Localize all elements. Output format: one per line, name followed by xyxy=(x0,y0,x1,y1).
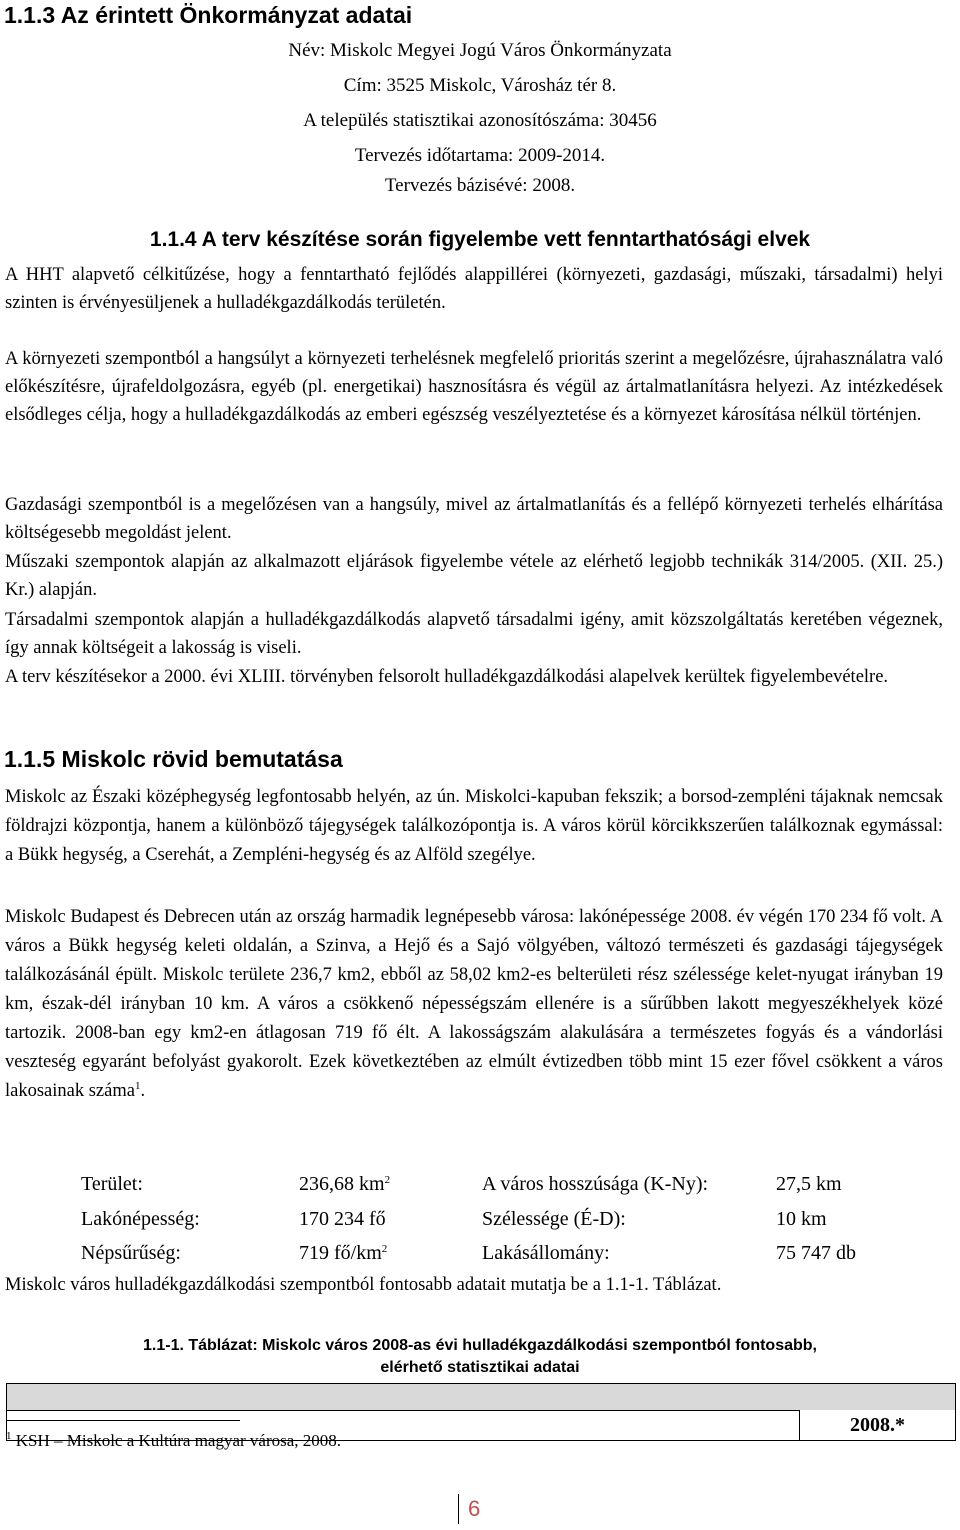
paragraph-miskolc-location: Miskolc az Északi középhegység legfontosabb helyén, az ún. Miskolci-kapuban fekszik; a borsod-zempléni tájaknak nemcsak földrajzi központja, hanem a különböző tájegységek találkozópontja is. A város körül körcikkszerűen találkoznak egymással: a Bükk hegység, a Cserehát, a Zempléni-hegység és az Alföld szegélye. xyxy=(5,787,943,865)
population-label: Lakónépesség: xyxy=(81,1208,200,1230)
table-year-header: 2008.* xyxy=(799,1410,955,1440)
density-unit-sup: 2 xyxy=(381,1243,388,1255)
width-value: 10 km xyxy=(776,1208,827,1230)
paragraph-table-intro: Miskolc város hulladékgazdálkodási szempontból fontosabb adatait mutatja be a 1.1-1. Táblázat. xyxy=(5,1275,722,1295)
paragraph-social: Társadalmi szempontok alapján a hulladékgazdálkodás alapvető társadalmi igény, amit közszolgáltatás keretében végeznek, így annak költségeit a lakosság is viseli. xyxy=(5,610,943,658)
area-label: Terület: xyxy=(81,1173,143,1195)
population-value: 170 234 fő xyxy=(299,1208,386,1230)
section-heading-114: 1.1.4 A terv készítése során figyelembe vett fenntarthatósági elvek xyxy=(149,228,811,251)
statistical-id: A település statisztikai azonosítószáma: 30456 xyxy=(303,110,657,131)
planning-period: Tervezés időtartama: 2009-2014. xyxy=(354,145,606,166)
population-text-end: . xyxy=(140,1081,146,1101)
area-unit-sup: 2 xyxy=(384,1174,391,1186)
section-heading-113: 1.1.3 Az érintett Önkormányzat adatai xyxy=(4,2,413,28)
municipality-name: Név: Miskolc Megyei Jogú Város Önkormányzata xyxy=(288,40,672,61)
footnote-text: KSH – Miskolc a Kultúra magyar városa, 2008. xyxy=(11,1431,342,1450)
density-value xyxy=(299,1242,387,1265)
footnote-separator xyxy=(6,1420,240,1421)
housing-value: 75 747 db xyxy=(776,1242,856,1264)
length-value: 27,5 km xyxy=(776,1173,842,1195)
table-caption-line1: 1.1-1. Táblázat: Miskolc város 2008-as évi hulladékgazdálkodási szempontból fontosabb, xyxy=(143,1337,817,1354)
density-label: Népsűrűség: xyxy=(81,1242,181,1264)
paragraph-technical: Műszaki szempontok alapján az alkalmazott eljárások figyelembe vétele az elérhető legjobb technikák 314/2005. (XII. 25.) Kr.) alapján. xyxy=(5,552,943,600)
footnote xyxy=(6,1431,341,1451)
paragraph-hht-goal: A HHT alapvető célkitűzése, hogy a fenntartható fejlődés alappillérei (környezeti, gazdasági, műszaki, társadalmi) helyi szinten is érvényesüljenek a hulladékgazdálkodás területén. xyxy=(5,265,943,313)
density-value-text: 719 fő/km xyxy=(299,1242,382,1264)
length-label: A város hosszúsága (K-Ny): xyxy=(482,1173,709,1195)
housing-label: Lakásállomány: xyxy=(482,1242,610,1264)
area-value-text: 236,68 km xyxy=(299,1173,385,1195)
width-label: Szélessége (É-D): xyxy=(482,1208,626,1230)
page-number: 6 xyxy=(458,1494,480,1524)
table-caption-line2: elérhető statisztikai adatai xyxy=(380,1359,580,1376)
planning-base-year: Tervezés bázisévé: 2008. xyxy=(384,175,576,196)
section-heading-115: 1.1.5 Miskolc rövid bemutatása xyxy=(4,746,343,772)
paragraph-environmental: A környezeti szempontból a hangsúlyt a környezeti terhelésnek megfelelő prioritás szerint a megelőzésre, újrahasználatra való előkészítésre, újrafeldolgozásra, egyéb (pl. energetikai) hasznosításra és végül az ártalmatlanításra helyezi. Az intézkedések elsődleges célja, hogy a hulladékgazdálkodás az emberi egészség veszélyeztetése és a környezet károsítása nélkül történjen. xyxy=(5,349,943,425)
area-value xyxy=(299,1173,390,1196)
paragraph-principles: A terv készítésekor a 2000. évi XLIII. törvényben felsorolt hulladékgazdálkodási alapelvek kerültek figyelembevételre. xyxy=(5,667,889,687)
table-header-row xyxy=(7,1384,955,1411)
table-caption xyxy=(0,1335,960,1379)
footnote-number: 1 xyxy=(6,1430,12,1442)
population-text: Miskolc Budapest és Debrecen után az ország harmadik legnépesebb városa: lakónépessége 2008. év végén 170 234 fő volt. A város a Bükk hegység keleti oldalán, a Szinva, a Hejő és a Sajó völgyében, változó természeti és gazdasági tájegységek találkozásánál épült. Miskolc területe 236,7 km2, ebből az 58,02 km2-es belterületi rész szélessége kelet-nyugat irányban 19 km, észak-dél irányban 10 km. A város a csökkenő népességszám ellenére is a sűrűbben lakott megyeszékhelyek közé tartozik. 2008-ban egy km2-en átlagosan 719 fő élt. A lakosságszám alakulására a természetes fogyás és a vándorlási veszteség egyaránt befolyást gyakorolt. Ezek következtében az elmúlt évtizedben több mint 15 ezer fővel csökkent a város lakosainak száma xyxy=(5,907,943,1101)
footnote-ref[interactable]: 1 xyxy=(134,1080,141,1092)
paragraph-miskolc-population xyxy=(5,903,943,1106)
paragraph-economic: Gazdasági szempontból is a megelőzésen van a hangsúly, mivel az ártalmatlanítás és a fellépő környezeti terhelés elhárítása költségesebb megoldást jelent. xyxy=(5,495,943,543)
municipality-address: Cím: 3525 Miskolc, Városház tér 8. xyxy=(343,75,617,96)
